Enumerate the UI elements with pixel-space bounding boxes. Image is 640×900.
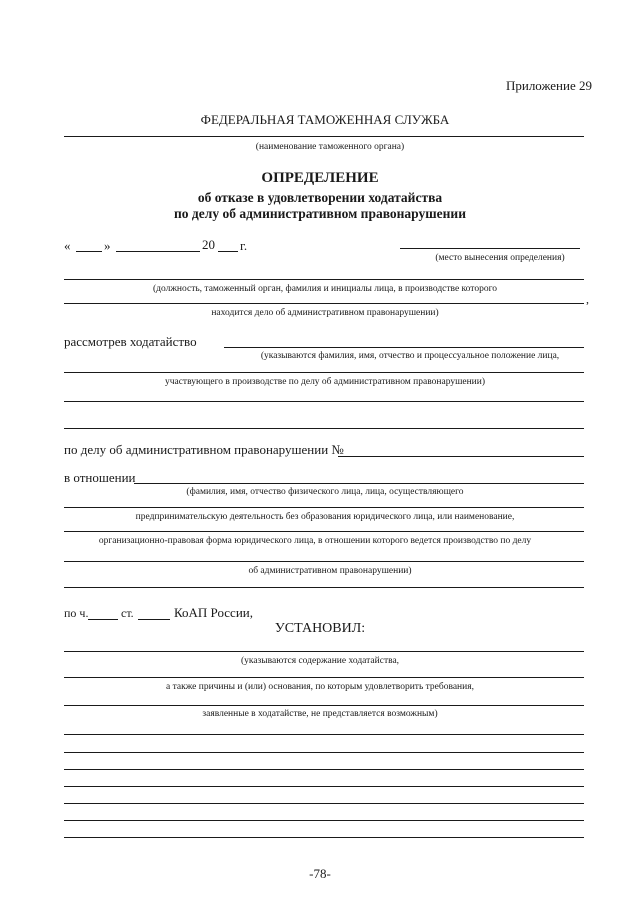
regarding-caption-3: организационно-правовая форма юридического лица, в отношении которого ведется производство по делу [98,536,532,546]
date-year-field[interactable] [218,251,238,252]
established-caption-3: заявленные в ходатайстве, не представляется возможным) [202,709,438,719]
case-number-field[interactable] [338,456,584,457]
established-line-9[interactable] [64,820,584,821]
document-title: ОПРЕДЕЛЕНИЕ [261,170,379,186]
article-part-label: по ч. [64,606,89,620]
date-day-field[interactable] [76,251,102,252]
date-year-prefix: 20 [202,237,215,252]
official-caption-2: находится дело об административном правонарушении) [211,308,439,318]
established-heading: УСТАНОВИЛ: [274,621,366,636]
regarding-caption-4: об административном правонарушении) [248,566,412,576]
regarding-line-2[interactable] [64,507,584,508]
page-number: -78- [309,866,331,881]
date-open-quote: « [64,238,71,253]
considered-caption-1: (указываются фамилия, имя, отчество и процессуальное положение лица, [260,351,560,361]
official-comma: , [586,292,589,306]
considered-line-3[interactable] [64,401,584,402]
considered-line-2[interactable] [64,372,584,373]
regarding-caption-1: (фамилия, имя, отчество физического лица, лица, осуществляющего [186,487,464,497]
established-caption-1: (указываются содержание ходатайства, [240,656,400,666]
document-subtitle-2: по делу об административном правонарушении [174,206,466,221]
regarding-line-3[interactable] [64,531,584,532]
regarding-field[interactable] [134,483,584,484]
article-label: ст. [121,606,134,620]
established-line-5[interactable] [64,752,584,753]
place-caption: (место вынесения определения) [435,253,565,263]
established-line-4[interactable] [64,734,584,735]
place-field[interactable] [400,248,580,249]
established-line-7[interactable] [64,786,584,787]
official-line-2[interactable] [64,303,584,304]
customs-organ-caption: (наименование таможенного органа) [255,142,405,152]
established-caption-2: а также причины и (или) основания, по которым удовлетворить требования, [166,682,474,692]
official-caption-1: (должность, таможенный орган, фамилия и инициалы лица, в производстве которого [152,284,497,294]
official-line-1[interactable] [64,279,584,280]
considered-label: рассмотрев ходатайство [64,334,197,349]
regarding-line-5[interactable] [64,587,584,588]
regarding-caption-2: предпринимательскую деятельность без образования юридического лица, или наименование, [135,512,515,522]
established-line-2[interactable] [64,677,584,678]
document-subtitle-1: об отказе в удовлетворении ходатайства [197,190,443,205]
date-month-field[interactable] [116,251,200,252]
customs-organ-line[interactable] [64,136,584,137]
regarding-line-4[interactable] [64,561,584,562]
date-year-suffix: г. [240,238,248,253]
appendix-label: Приложение 29 [505,78,592,93]
article-part-field[interactable] [88,619,118,620]
code-label: КоАП России, [174,605,253,620]
date-close-quote: » [104,238,111,253]
established-line-10[interactable] [64,837,584,838]
established-line-8[interactable] [64,803,584,804]
established-line-1[interactable] [64,651,584,652]
considered-line-4[interactable] [64,428,584,429]
agency-name: ФЕДЕРАЛЬНАЯ ТАМОЖЕННАЯ СЛУЖБА [200,112,450,127]
established-line-3[interactable] [64,705,584,706]
considered-caption-2: участвующего в производстве по делу об административном правонарушении) [164,377,486,387]
case-number-label: по делу об административном правонарушении № [64,442,344,457]
regarding-label: в отношении [64,470,136,485]
article-field[interactable] [138,619,170,620]
considered-field[interactable] [224,347,584,348]
established-line-6[interactable] [64,769,584,770]
